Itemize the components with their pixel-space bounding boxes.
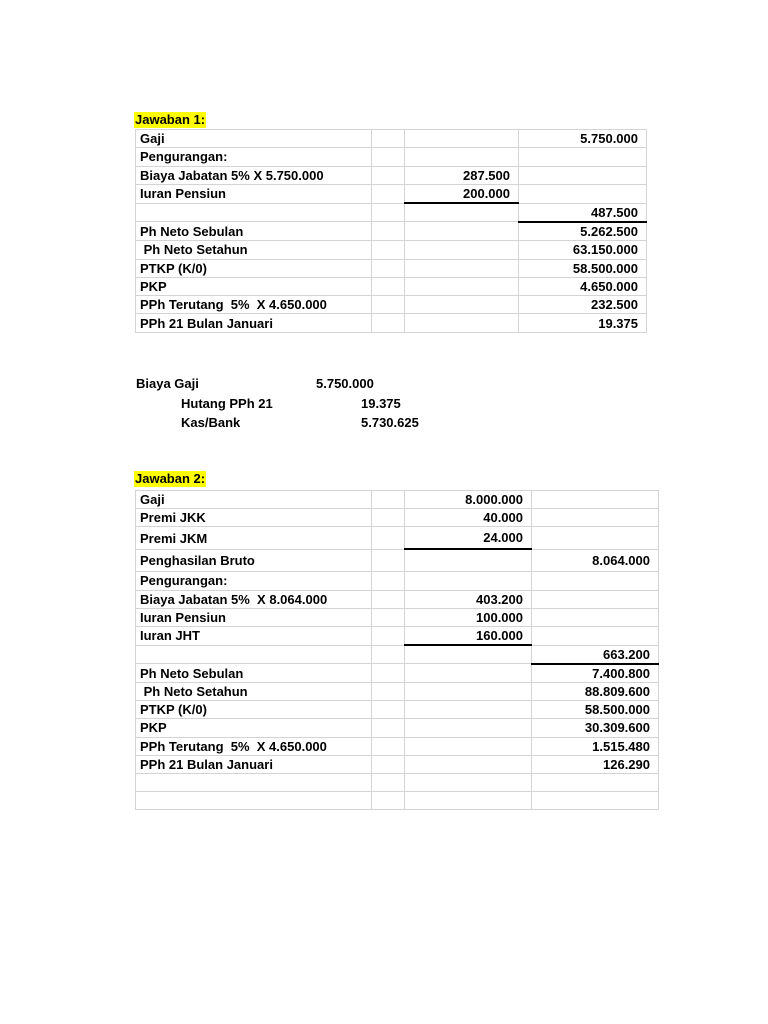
row-right-value: [532, 590, 659, 608]
row-label: Penghasilan Bruto: [136, 549, 372, 572]
row-mid-value: [405, 737, 532, 755]
table-row: [136, 148, 647, 166]
row-right-value: 8.064.000: [532, 549, 659, 572]
row-mid-value: 8.000.000: [405, 491, 532, 509]
jawaban-1-label: Jawaban 1:: [135, 112, 206, 127]
journal-credit-account: Hutang PPh 21: [181, 396, 273, 411]
row-mid-value: [405, 241, 519, 259]
row-label: Ph Neto Setahun: [136, 683, 372, 701]
row-mid-value: [405, 549, 532, 572]
table-row: [136, 527, 659, 550]
row-label: Ph Neto Sebulan: [136, 664, 372, 683]
table-row: [136, 792, 659, 810]
row-label: [136, 792, 372, 810]
table-row: [136, 166, 647, 184]
row-label: PKP: [136, 277, 372, 295]
row-mid-value: 287.500: [405, 166, 519, 184]
row-mid-value: [405, 222, 519, 241]
row-mid-value: 403.200: [405, 590, 532, 608]
row-right-value: 19.375: [519, 314, 647, 332]
row-mid-value: [405, 203, 519, 222]
row-label: Premi JKK: [136, 509, 372, 527]
journal-credit-amount: 5.730.625: [361, 415, 419, 430]
table-row: [136, 737, 659, 755]
row-label: Ph Neto Sebulan: [136, 222, 372, 241]
row-mid-value: 40.000: [405, 509, 532, 527]
journal-debit-amount: 5.750.000: [316, 376, 374, 391]
row-mid-value: [405, 572, 532, 590]
table-row: [136, 608, 659, 626]
row-label: Gaji: [136, 130, 372, 148]
row-right-value: [532, 626, 659, 645]
row-right-value: 88.809.600: [532, 683, 659, 701]
table-row: [136, 509, 659, 527]
table-row: [136, 203, 647, 222]
row-label: PKP: [136, 719, 372, 737]
row-right-value: [532, 773, 659, 791]
row-mid-value: 200.000: [405, 184, 519, 203]
journal-credit-amount: 19.375: [361, 396, 401, 411]
journal-debit-account: Biaya Gaji: [136, 376, 199, 391]
table-row: [136, 572, 659, 590]
row-label: PTKP (K/0): [136, 259, 372, 277]
row-right-value: 58.500.000: [519, 259, 647, 277]
table-row: [136, 664, 659, 683]
row-right-value: [532, 509, 659, 527]
row-right-value: [532, 572, 659, 590]
table-row: [136, 645, 659, 664]
row-mid-value: 160.000: [405, 626, 532, 645]
row-mid-value: [405, 755, 532, 773]
row-label: [136, 203, 372, 222]
table-row: [136, 683, 659, 701]
row-right-value: [532, 792, 659, 810]
row-mid-value: [405, 701, 532, 719]
row-mid-value: 24.000: [405, 527, 532, 550]
row-label: [136, 645, 372, 664]
table-row: [136, 222, 647, 241]
row-mid-value: [405, 314, 519, 332]
row-right-value: [532, 491, 659, 509]
table-row: [136, 719, 659, 737]
row-right-value: [532, 608, 659, 626]
table-row: [136, 773, 659, 791]
row-right-value: 663.200: [532, 645, 659, 664]
row-label: PPh Terutang 5% X 4.650.000: [136, 296, 372, 314]
table-row: [136, 184, 647, 203]
row-label: Premi JKM: [136, 527, 372, 550]
row-right-value: 5.750.000: [519, 130, 647, 148]
row-label: PPh 21 Bulan Januari: [136, 755, 372, 773]
table-row: [136, 296, 647, 314]
row-mid-value: [405, 130, 519, 148]
row-mid-value: [405, 645, 532, 664]
row-mid-value: [405, 277, 519, 295]
row-mid-value: [405, 296, 519, 314]
row-label: PTKP (K/0): [136, 701, 372, 719]
table-row: [136, 549, 659, 572]
row-right-value: [519, 148, 647, 166]
row-right-value: 4.650.000: [519, 277, 647, 295]
table-row: [136, 626, 659, 645]
row-label: Iuran Pensiun: [136, 608, 372, 626]
row-label: Biaya Jabatan 5% X 5.750.000: [136, 166, 372, 184]
row-mid-value: [405, 148, 519, 166]
row-right-value: 1.515.480: [532, 737, 659, 755]
row-mid-value: 100.000: [405, 608, 532, 626]
table-row: [136, 314, 647, 332]
row-label: Gaji: [136, 491, 372, 509]
table-row: [136, 259, 647, 277]
table-row: [136, 701, 659, 719]
row-label: PPh 21 Bulan Januari: [136, 314, 372, 332]
row-label: PPh Terutang 5% X 4.650.000: [136, 737, 372, 755]
jawaban-2-label: Jawaban 2:: [135, 471, 206, 486]
journal-credit-account: Kas/Bank: [181, 415, 241, 430]
table-row: [136, 130, 647, 148]
row-right-value: [532, 527, 659, 550]
row-right-value: 126.290: [532, 755, 659, 773]
row-right-value: 232.500: [519, 296, 647, 314]
row-right-value: [519, 184, 647, 203]
row-label: Iuran JHT: [136, 626, 372, 645]
row-label: [136, 773, 372, 791]
table-row: [136, 491, 659, 509]
row-mid-value: [405, 773, 532, 791]
row-mid-value: [405, 792, 532, 810]
table-row: [136, 755, 659, 773]
row-label: Ph Neto Setahun: [136, 241, 372, 259]
row-label: Biaya Jabatan 5% X 8.064.000: [136, 590, 372, 608]
table-row: [136, 241, 647, 259]
row-right-value: 63.150.000: [519, 241, 647, 259]
row-label: Pengurangan:: [136, 148, 372, 166]
row-right-value: 30.309.600: [532, 719, 659, 737]
jawaban-1-table: [135, 129, 647, 333]
row-mid-value: [405, 664, 532, 683]
row-label: Iuran Pensiun: [136, 184, 372, 203]
row-label: Pengurangan:: [136, 572, 372, 590]
row-mid-value: [405, 719, 532, 737]
row-mid-value: [405, 683, 532, 701]
row-right-value: 7.400.800: [532, 664, 659, 683]
row-right-value: 487.500: [519, 203, 647, 222]
row-right-value: 5.262.500: [519, 222, 647, 241]
table-row: [136, 277, 647, 295]
row-mid-value: [405, 259, 519, 277]
row-right-value: 58.500.000: [532, 701, 659, 719]
table-row: [136, 590, 659, 608]
jawaban-2-table: [135, 490, 659, 810]
row-right-value: [519, 166, 647, 184]
